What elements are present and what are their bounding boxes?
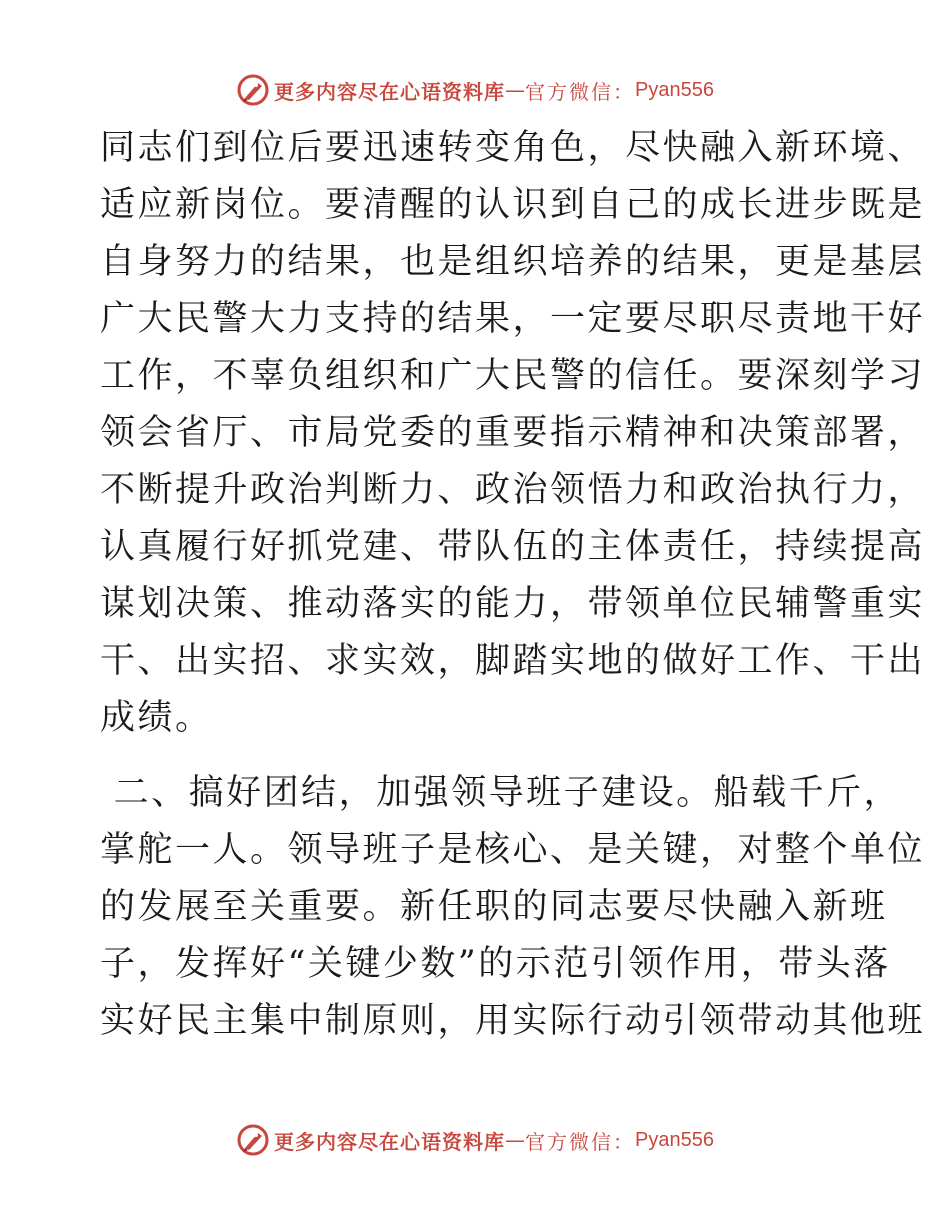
text-line: 领会省厅、市局党委的重要指示精神和决策部署， — [100, 413, 926, 453]
text-line: 适应新岗位。要清醒的认识到自己的成长进步既是 — [100, 185, 926, 225]
text-line: 的发展至关重要。新任职的同志要尽快融入新班 — [100, 887, 888, 927]
pen-logo-icon — [236, 73, 270, 107]
pen-logo-icon — [236, 1123, 270, 1157]
text-line: 掌舵一人。领导班子是核心、是关键，对整个单位 — [100, 830, 926, 870]
watermark-separator: — — [505, 78, 526, 102]
watermark-label: 官方微信： — [525, 1129, 636, 1154]
text-line: 广大民警大力支持的结果，一定要尽职尽责地干好 — [100, 299, 926, 339]
watermark-wechat-id: Pyan556 — [635, 1128, 714, 1151]
footer-watermark — [0, 1120, 950, 1160]
text-line: 同志们到位后要迅速转变角色，尽快融入新环境、 — [100, 128, 926, 168]
watermark-label: 官方微信： — [525, 79, 636, 104]
text-line: 干、出实招、求实效，脚踏实地的做好工作、干出 — [100, 641, 926, 681]
header-watermark — [0, 70, 950, 110]
text-line: 子，发挥好“关键少数”的示范引领作用，带头落 — [100, 944, 891, 984]
section-heading-line: 二、搞好团结，加强领导班子建设。船载千斤， — [100, 773, 902, 813]
text-line: 实好民主集中制原则，用实际行动引领带动其他班 — [100, 1001, 926, 1041]
watermark-site-text: 更多内容尽在心语资料库 — [274, 1129, 506, 1154]
text-line: 自身努力的结果，也是组织培养的结果，更是基层 — [100, 242, 926, 282]
text-line: 谋划决策、推动落实的能力，带领单位民辅警重实 — [100, 584, 926, 624]
watermark-wechat-id: Pyan556 — [635, 78, 714, 101]
watermark-site-text: 更多内容尽在心语资料库 — [274, 79, 506, 104]
text-line: 不断提升政治判断力、政治领悟力和政治执行力， — [100, 470, 926, 510]
watermark-separator: — — [505, 1128, 526, 1152]
text-line: 认真履行好抓党建、带队伍的主体责任，持续提高 — [100, 527, 926, 567]
text-line: 工作，不辜负组织和广大民警的信任。要深刻学习 — [100, 356, 926, 396]
text-line: 成绩。 — [100, 698, 213, 738]
